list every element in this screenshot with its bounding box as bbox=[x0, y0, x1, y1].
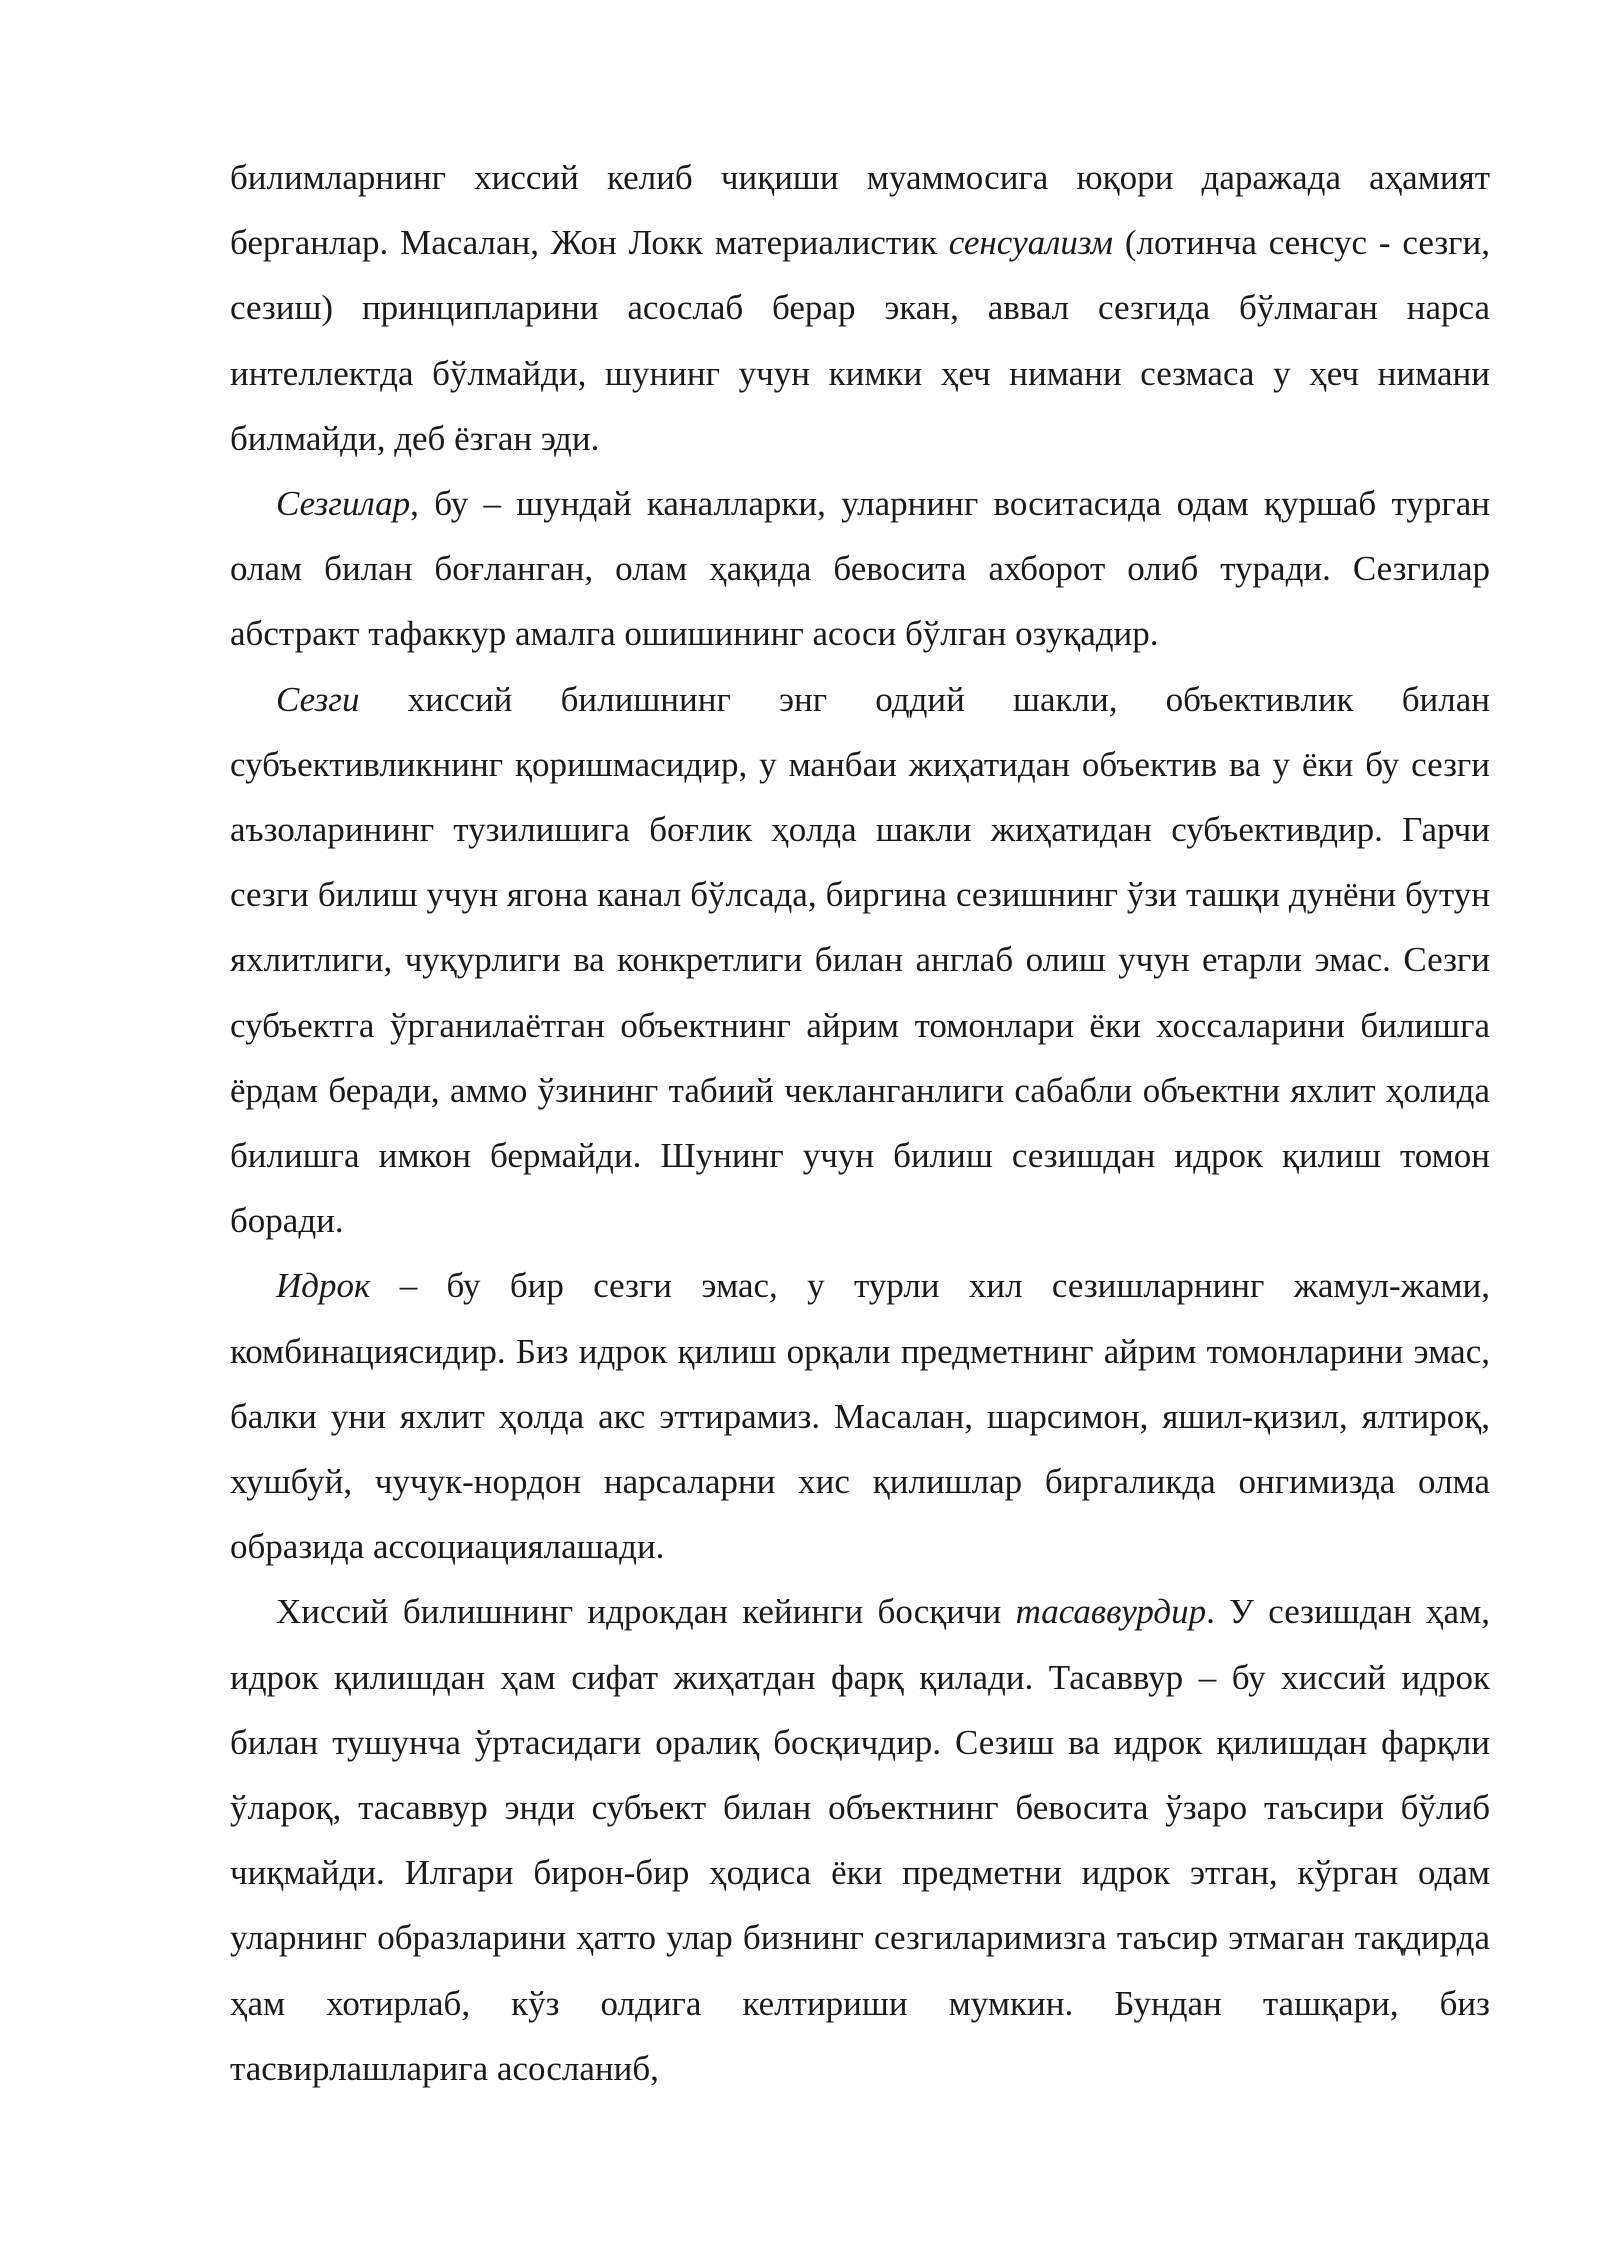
italic-term: Сезгилар bbox=[276, 484, 411, 524]
paragraph-5 bbox=[230, 1579, 1490, 2101]
text-segment: – бу бир сезги эмас, у турли хил сезишларнинг жамул-жами, комбинациясидир. Биз идрок қилиш орқали предметнинг айрим томонларини эмас, балки уни яхлит ҳолда акс эттирамиз. Масалан, шарсимон, яшил-қизил, ялтироқ, хушбуй, чучук-нордон нарсаларни хис қилишлар биргаликда онгимизда олма образида ассоциациялашади. bbox=[230, 1266, 1490, 1567]
text-segment: , бу – шундай каналларки, уларнинг воситасида одам қуршаб турган олам билан боғланган, олам ҳақида бевосита ахборот олиб туради. Сезгилар абстракт тафаккур амалга ошишининг асоси бўлган озуқадир. bbox=[230, 484, 1490, 654]
text-segment: . У сезишдан ҳам, идрок қилишдан ҳам сифат жиҳатдан фарқ қилади. Тасаввур – бу хиссий идрок билан тушунча ўртасидаги оралиқ босқичдир. Сезиш ва идрок қилишдан фарқли ўлароқ, тасаввур энди субъект билан объектнинг бевосита ўзаро таъсири бўлиб чиқмайди. Илгари бирон-бир ҳодиса ёки предметни идрок этган, кўрган одам уларнинг образларини ҳатто улар бизнинг сезгиларимизга таъсир этмаган тақдирда ҳам хотирлаб, кўз олдига келтириши мумкин. Бундан ташқари, биз тасвирлашларига асосланиб, bbox=[230, 1592, 1490, 2088]
text-segment: хиссий билишнинг энг оддий шакли, объективлик билан субъективликнинг қоришмасидир, у манбаи жиҳатидан объектив ва у ёки бу сезги аъзоларининг тузилишига боғлик ҳолда шакли жиҳатидан субъективдир. Гарчи сезги билиш учун ягона канал бўлсада, биргина сезишнинг ўзи ташқи дунёни бутун яхлитлиги, чуқурлиги ва конкретлиги билан англаб олиш учун етарли эмас. Сезги субъектга ўрганилаётган объектнинг айрим томонлари ёки хоссаларини билишга ёрдам беради, аммо ўзининг табиий чекланганлиги сабабли объектни яхлит ҳолида билишга имкон бермайди. Шунинг учун билиш сезишдан идрок қилиш томон боради. bbox=[230, 679, 1490, 1241]
italic-term: тасаввурдир bbox=[1015, 1592, 1207, 1632]
paragraph-2 bbox=[230, 471, 1490, 667]
document-page bbox=[230, 145, 1490, 2101]
italic-term: Идрок bbox=[276, 1266, 371, 1306]
italic-term: Сезги bbox=[276, 679, 360, 719]
paragraph-4 bbox=[230, 1253, 1490, 1579]
italic-term: сенсуализм bbox=[948, 223, 1113, 263]
paragraph-1 bbox=[230, 145, 1490, 471]
text-segment: Хиссий билишнинг идрокдан кейинги босқичи bbox=[276, 1592, 1016, 1632]
text-segment: (лотинча сенсус - сезги, сезиш) принципларини асослаб берар экан, аввал сезгида бўлмаган нарса интеллектда бўлмайди, шунинг учун кимки ҳеч нимани сезмаса у ҳеч нимани билмайди, деб ёзган эди. bbox=[230, 223, 1490, 458]
text-segment: билимларнинг хиссий келиб чиқиши муаммосига юқори даражада аҳамият берганлар. Масалан, Жон Локк материалистик bbox=[230, 158, 1490, 263]
paragraph-3 bbox=[230, 667, 1490, 1254]
